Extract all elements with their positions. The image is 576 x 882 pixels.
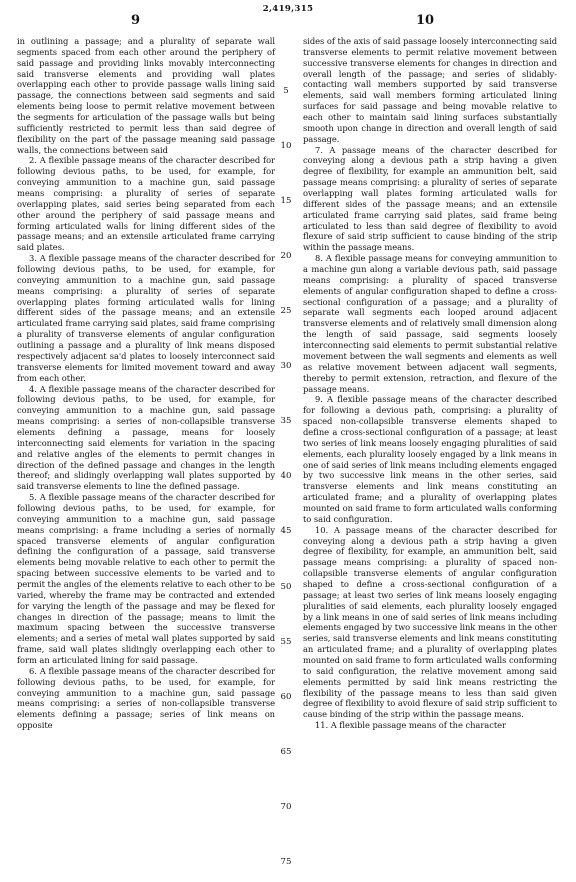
line-number: 20 bbox=[280, 251, 292, 261]
claim-2: 2. A flexible passage means of the character described for following devious paths, to be used, for example, for conveying ammunition to a machine gun, said passage means comprising: a plurality of series of separate overlapping plates, said series being separated from each other around the periphery of said passage means and forming articulated walls for lining different sides of the passage means; and an extensile articulated frame carrying said plates. bbox=[17, 155, 275, 253]
left-page-number: 9 bbox=[131, 13, 141, 28]
line-number: 5 bbox=[283, 86, 289, 96]
line-number: 30 bbox=[280, 361, 292, 371]
claim-10: 10. A passage means of the character described for conveying along a devious path a strip having a given degree of flexibility, for example, an ammunition belt, said passage means comprising: a plurality of spaced non-collapsible transverse elements of angular configuration shaped to define a cross-sectional configuration of a passage; at least two series of link means loosely engaging pluralities of said elements, each plurality loosely engaged by a link means in one of said series of link means including elements engaged by two successive link means in the other series, said transverse elements and link means constituting an articulated frame; and a plurality of overlapping plates mounted on said frame to form articulated walls conforming to said configuration, the relative movement among said elements permitted by said link means restricting the flexibility of the passage means to less than said given degree of flexibility to avoid flexure of said strip sufficient to cause binding of the strip within the passage means. bbox=[303, 524, 557, 720]
claim-6-continuation: sides of the axis of said passage loosely interconnecting said transverse elements to permit relative movement between successive transverse elements for changes in direction and overall length of the passage; and series of slidably-contacting wall members supported by said transverse elements, said wall members forming articulated lining surfaces for said passage and being movable relative to each other to maintain said lining surfaces substantially smooth upon change in direction and overall length of said passage. bbox=[303, 36, 557, 144]
line-number: 75 bbox=[280, 857, 292, 867]
line-number: 25 bbox=[280, 306, 292, 316]
line-number: 35 bbox=[280, 416, 292, 426]
claim-5: 5. A flexible passage means of the character described for following devious paths, to be used, for example, for conveying ammunition to a machine gun, said passage means comprising: a frame including a series of normally spaced transverse elements of angular configuration defining the configuration of a passage, said transverse elements being movable relative to each other to permit the spacing between successive elements to be varied and to permit the angles of the elements relative to each other to be varied, whereby the frame may be contracted and extended for varying the length of the passage and may be flexed for changes in direction of the passage; means to limit the maximum spacing between the successive transverse elements; and a series of metal wall plates supported by said frame, said wall plates slidingly overlapping each other to form an articulated lining for said passage. bbox=[17, 492, 275, 665]
line-number: 10 bbox=[280, 141, 292, 151]
line-number: 60 bbox=[280, 692, 292, 702]
patent-number: 2,419,315 bbox=[262, 4, 314, 14]
claim-3: 3. A flexible passage means of the character described for following devious paths, to be used, for example, for conveying ammunition to a machine gun, said passage means comprising: a plurality of series of separate overlapping plates forming articulated walls for lining different sides of the passage means; and an extensile articulated frame carrying said plates, said frame comprising a plurality of transverse elements of angular configuration outlining a passage and a plurality of link means disposed respectively adjacent sa'd plates to loosely interconnect said transverse elements for limited movement toward and away from each other. bbox=[17, 253, 275, 383]
line-number: 40 bbox=[280, 471, 292, 481]
claim-1-continuation: in outlining a passage; and a plurality of separate wall segments spaced from each other around the periphery of said passage and providing links movably interconnecting said transverse elements and providing wall plates overlapping each other to provide passage walls lining said passage, the connections between said segments and said elements being loose to permit relative movement between the segments for articulation of the passage walls but being sufficiently restricted to permit less than said degree of flexibility on the part of the passage meaning said passage walls, the connections between said bbox=[17, 36, 275, 155]
right-page-number: 10 bbox=[416, 13, 435, 28]
claim-9: 9. A flexible passage means of the character described for following a devious path, comprising: a plurality of spaced non-collapsible transverse elements shaped to define a cross-sectional configuration of a passage; at least two series of link means loosely engaging pluralities of said elements, each plurality loosely engaged by a link means in one of said series of link means including elements engaged by two successive link means in the other series, said transverse elements and link means constituting an articulated frame; and a plurality of overlapping plates mounted on said frame to form articulated walls conforming to said configuration. bbox=[303, 394, 557, 524]
claim-6: 6. A flexible passage means of the character described for following devious paths, to be used, for example, for conveying ammunition to a machine gun, said passage means comprising: a series of non-collapsible transverse elements defining a passage; series of link means on opposite bbox=[17, 665, 275, 731]
line-number: 55 bbox=[280, 637, 292, 647]
line-number: 70 bbox=[280, 802, 292, 812]
claim-8: 8. A flexible passage means for conveying ammunition to a machine gun along a variable devious path, said passage means comprising: a plurality of spaced transverse elements of angular configuration shaped to define a cross-sectional configuration of a passage; and a plurality of separate wall segments each looped around adjacent transverse elements and of relatively small dimension along the length of said passage, said segments loosely interconnecting said elements to permit substantial relative movement between the wall segments and elements as well as relative movement between adjacent wall segments, thereby to permit extension, retraction, and flexure of the passage means. bbox=[303, 253, 557, 394]
claim-11: 11. A flexible passage means of the character bbox=[315, 720, 506, 731]
claim-4: 4. A flexible passage means of the character described for following devious paths, to be used, for example, for conveying ammunition to a machine gun, said passage means comprising: a series of non-collapsible transverse elements defining a passage, means for loosely interconnecting said elements for variation in the spacing and relative angles of the elements to permit changes in direction of the defined passage and changes in the length thereof; and slidingly overlapping wall plates supported by said transverse elements to line the defined passage. bbox=[17, 383, 275, 492]
claim-7: 7. A passage means of the character described for conveying along a devious path a strip having a given degree of flexibility, for example an ammunition belt, said passage means comprising: a plurality of series of separate overlapping wall plates forming articulated walls for different sides of the passage means; and an extensile articulated frame carrying said plates, said frame being articulated to less than said degree of flexibility to avoid flexure of said strip sufficient to cause binding of the strip within the passage means. bbox=[303, 144, 557, 253]
line-number: 65 bbox=[280, 747, 292, 757]
line-number: 15 bbox=[280, 196, 292, 206]
line-number: 50 bbox=[280, 582, 292, 592]
line-number: 45 bbox=[280, 526, 292, 536]
